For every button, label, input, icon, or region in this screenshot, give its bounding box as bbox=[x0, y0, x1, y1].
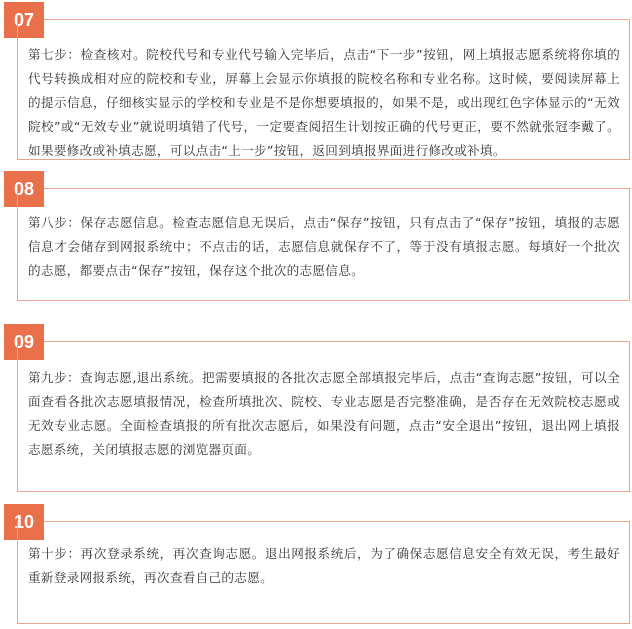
step-07 bbox=[0, 2, 632, 160]
step-number-badge: 09 bbox=[4, 324, 44, 360]
step-number-badge: 10 bbox=[4, 504, 44, 540]
step-08 bbox=[0, 171, 632, 301]
step-description: 第十步：再次登录系统，再次查询志愿。退出网报系统后，为了确保志愿信息安全有效无误，考生最好重新登录网报系统，再次查看自己的志愿。 bbox=[28, 546, 620, 585]
step-number-badge: 07 bbox=[4, 2, 44, 38]
step-09 bbox=[0, 324, 632, 492]
step-10 bbox=[0, 504, 632, 624]
step-number-badge: 08 bbox=[4, 171, 44, 207]
step-description: 第八步：保存志愿信息。检查志愿信息无误后，点击“保存”按钮，只有点击了“保存”按钮，填报的志愿信息才会储存到网报系统中；不点击的话，志愿信息就保存不了，等于没有填报志愿。每填好一个批次的志愿，都要点击“保存”按钮，保存这个批次的志愿信息。 bbox=[28, 215, 620, 278]
step-description: 第九步：查询志愿,退出系统。把需要填报的各批次志愿全部填报完毕后，点击“查询志愿”按钮，可以全面查看各批次志愿填报情况，检查所填批次、院校、专业志愿是否完整准确，是否存在无效院校志愿或无效专业志愿。全面检查填报的所有批次志愿后，如果没有问题，点击“安全退出”按钮，退出网上填报志愿系统，关闭填报志愿的浏览器页面。 bbox=[28, 370, 620, 457]
step-description: 第七步：检查核对。院校代号和专业代号输入完毕后，点击“下一步”按钮，网上填报志愿系统将你填的代号转换成相对应的院校和专业，屏幕上会显示你填报的院校名称和专业名称。这时候，要阅读屏幕上的提示信息，仔细核实显示的学校和专业是不是你想要填报的，如果不是，或出现红色字体显示的“无效院校”或“无效专业”就说明填错了代号，一定要查阅招生计划按正确的代号更正，要不然就张冠李戴了。如果要修改或补填志愿，可以点击“上一步”按钮，返回到填报界面进行修改或补填。 bbox=[28, 47, 620, 158]
